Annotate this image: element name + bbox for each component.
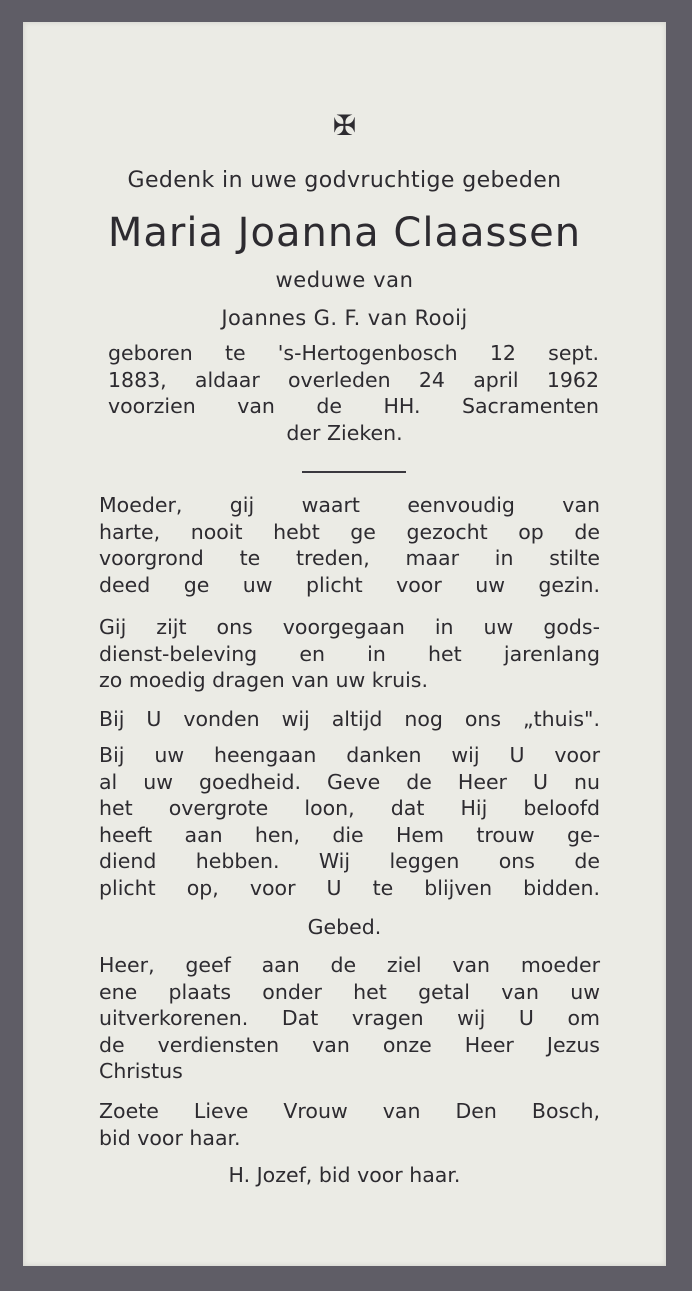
final-invocation: H. Jozef, bid voor haar.	[228, 1163, 461, 1187]
paragraph-home	[99, 706, 600, 733]
text-line: uitverkorenen. Dat vragen wij U om	[99, 1006, 600, 1030]
memorial-card	[23, 22, 666, 1266]
text-line: Heer, geef aan de ziel van moeder	[99, 953, 600, 977]
paragraph-faith	[99, 614, 600, 694]
paragraph-invocation	[99, 1098, 600, 1151]
prayer-title: Gebed.	[307, 915, 382, 939]
divider	[302, 471, 406, 473]
text-line: deed ge uw plicht voor uw gezin.	[99, 572, 600, 597]
text-line: zo moedig dragen van uw kruis.	[99, 668, 428, 692]
text-line: ene plaats onder het getal van uw	[99, 979, 600, 1004]
text-line: het overgrote loon, dat Hij beloofd	[99, 796, 600, 820]
intro-line: Gedenk in uwe godvruchtige gebeden	[127, 168, 562, 193]
text-line: voorzien van de HH. Sacramenten	[108, 394, 599, 418]
deceased-name: Maria Joanna Claassen	[107, 210, 582, 256]
text-line: de verdiensten van onze Heer Jezus	[99, 1032, 600, 1057]
paragraph-prayer	[99, 952, 600, 1085]
text-line: bid voor haar.	[99, 1125, 241, 1150]
birth-details-end: der Zieken.	[286, 421, 403, 445]
text-line: Bij uw heengaan danken wij U voor	[99, 743, 600, 767]
text-line: Bij U vonden wij altijd nog ons „thuis".	[99, 707, 600, 731]
text-line: harte, nooit hebt ge gezocht op de	[99, 519, 600, 544]
text-line: al uw goedheid. Geve de Heer U nu	[99, 769, 600, 794]
cross-icon: ✠	[332, 109, 357, 142]
widow-of-line: weduwe van	[275, 268, 414, 292]
text-line: geboren te 's-Hertogenbosch 12 sept.	[108, 341, 599, 365]
text-line: Christus	[99, 1059, 183, 1083]
paragraph-mother	[99, 492, 600, 598]
husband-name: Joannes G. F. van Rooij	[221, 306, 468, 330]
text-line: diend hebben. Wij leggen ons de	[99, 849, 600, 873]
text-line: dienst-beleving en in het jarenlang	[99, 641, 600, 666]
text-line: Gij zijt ons voorgegaan in uw gods-	[99, 615, 600, 639]
text-line: Zoete Lieve Vrouw van Den Bosch,	[99, 1099, 600, 1123]
paragraph-thanks	[99, 742, 600, 901]
text-line: 1883, aldaar overleden 24 april 1962	[108, 367, 599, 392]
text-line: Moeder, gij waart eenvoudig van	[99, 493, 600, 517]
text-line: voorgrond te treden, maar in stilte	[99, 546, 600, 570]
text-line: plicht op, voor U te blijven bidden.	[99, 875, 600, 900]
text-line: heeft aan hen, die Hem trouw ge-	[99, 822, 600, 847]
birth-death-details	[108, 340, 599, 420]
